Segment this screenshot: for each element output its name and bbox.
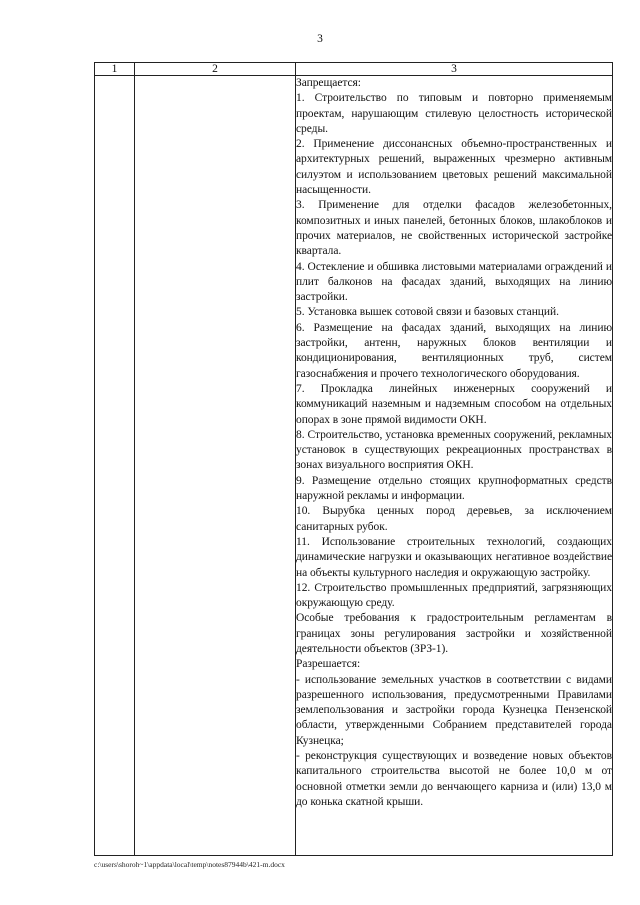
paragraph-allowed-2: - реконструкция существующих и возведение новых объектов капитального строительства высотой не более 10,0 м от основной отметки земли до венчающего карниза и (или) 13,0 м до конька скатной крыши. (296, 750, 612, 808)
table-row (95, 76, 613, 856)
paragraph-item-12: 12. Строительство промышленных предприятий, загрязняющих окружающую среду. (296, 581, 612, 610)
paragraph-item-3: 3. Применение для отделки фасадов железобетонных, композитных и иных панелей, бетонных блоков, шлакоблоков и прочих материалов, не свойственных исторической застройке квартала. (296, 199, 612, 258)
table-header-row (95, 63, 613, 76)
paragraph-item-4: 4. Остекление и обшивка листовыми материалами ограждений и плит балконов на фасадах зданий, выходящих на линию застройки. (296, 260, 612, 304)
paragraph-item-6: 6. Размещение на фасадах зданий, выходящих на линию застройки, антенн, наружных блоков вентиляции и кондиционирования, вентиляционных труб, систем газоснабжения и прочего технологического оборудования. (296, 321, 612, 380)
paragraph-item-2: 2. Применение диссонансных объемно-пространственных и архитектурных решений, выраженных чрезмерно активным силуэтом и использованием цветовых решений максимальной насыщенности. (296, 138, 612, 197)
paragraph-allowed-1: - использование земельных участков в соответствии с видами разрешенного использования, предусмотренными Правилами землепользования и застройки города Кузнецка Пензенской области, утвержденными Собранием представителей города Кузнецка; (296, 673, 612, 747)
page-number: 3 (317, 33, 323, 45)
paragraph-item-11: 11. Использование строительных технологий, создающих динамические нагрузки и оказывающих негативное воздействие на объекты культурного наследия и окружающую застройку. (296, 535, 612, 579)
paragraph-allowed-heading: Разрешается: (296, 658, 361, 671)
cell-col-2 (135, 76, 296, 856)
column-header-1: 1 (95, 63, 135, 76)
cell-col-3 (296, 76, 613, 856)
regulations-table (94, 62, 613, 856)
column-header-2: 2 (135, 63, 296, 76)
paragraph-item-9: 9. Размещение отдельно стоящих крупноформатных средств наружной рекламы и информации. (296, 474, 612, 503)
column-header-3: 3 (296, 63, 613, 76)
paragraph-item-5: 5. Установка вышек сотовой связи и базовых станций. (296, 306, 559, 319)
paragraph-item-8: 8. Строительство, установка временных сооружений, рекламных установок в существующих рекреационных пространствах в зонах визуального восприятия ОКН. (296, 428, 612, 472)
footer-file-path: c:\users\shoroh~1\appdata\local\temp\notes87944b\421-m.docx (94, 860, 285, 869)
cell-col-1 (95, 76, 135, 856)
paragraph-special-requirements: Особые требования к градостроительным регламентам в границах зоны регулирования застройки и хозяйственной деятельности объектов (ЗРЗ-1). (296, 612, 612, 655)
paragraph-item-1: 1. Строительство по типовым и повторно применяемым проектам, нарушающим стилевую целостность исторической среды. (296, 92, 612, 135)
paragraph-item-10: 10. Вырубка ценных пород деревьев, за исключением санитарных рубок. (296, 505, 612, 533)
paragraph-prohibited-heading: Запрещается: (296, 77, 361, 89)
paragraph-item-7: 7. Прокладка линейных инженерных сооружений и коммуникаций наземным и надземным способом на отдельных опорах в зоне прямой видимости ОКН. (296, 382, 612, 426)
